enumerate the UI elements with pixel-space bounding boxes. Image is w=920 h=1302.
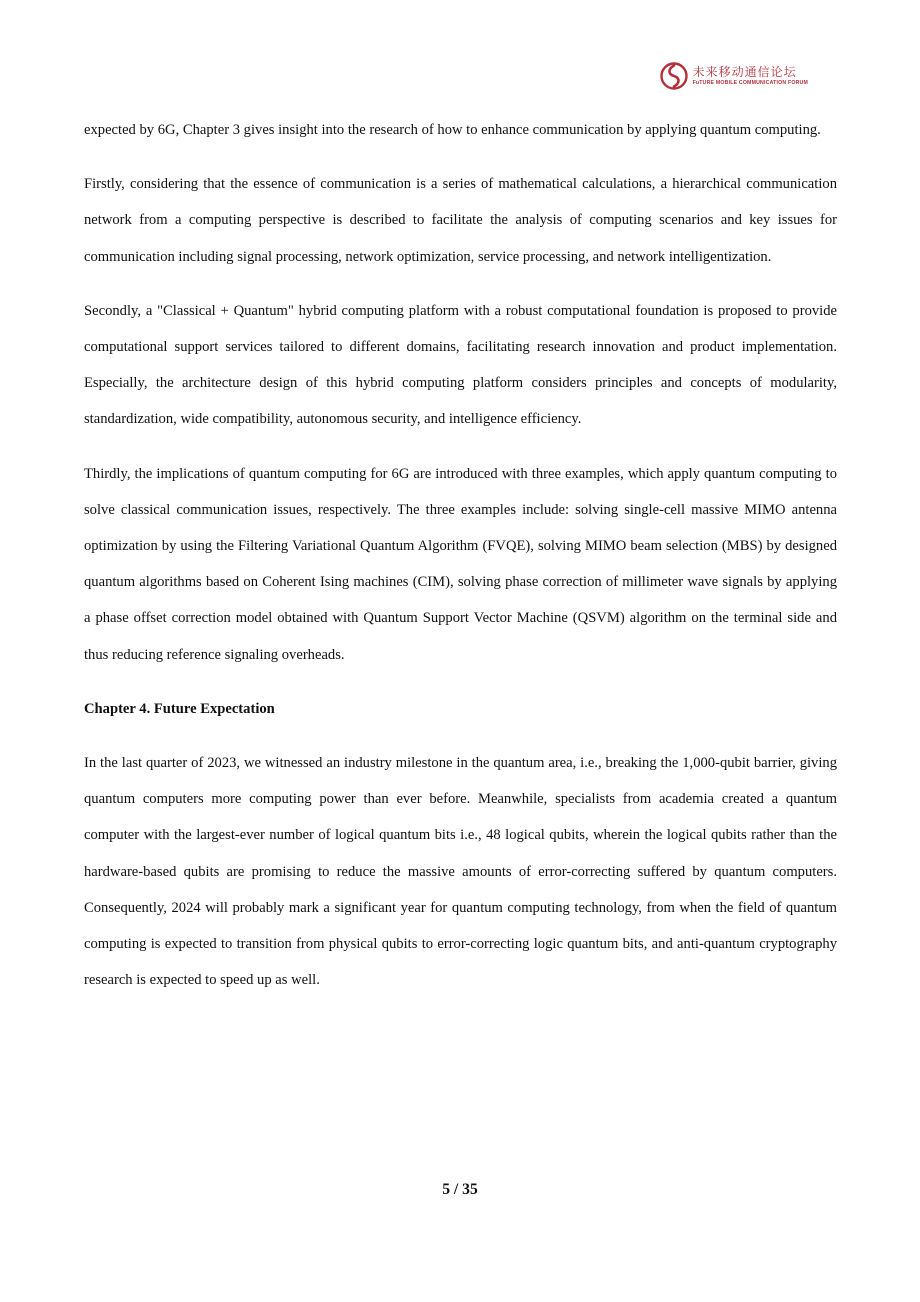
- paragraph-thirdly: Thirdly, the implications of quantum computing for 6G are introduced with three examples, which apply quantum computing to solve classical communication issues, respectively. The three examples include: solving single-cell massive MIMO antenna optimization by using the Filtering Variational Quantum Algorithm (FVQE), solving MIMO beam selection (MBS) by designed quantum algorithms based on Coherent Ising machines (CIM), solving phase correction of millimeter wave signals by applying a phase offset correction model obtained with Quantum Support Vector Machine (QSVM) algorithm on the terminal side and thus reducing reference signaling overheads.: [84, 465, 837, 663]
- paragraph-firstly: Firstly, considering that the essence of communication is a series of mathematical calculations, a hierarchical communication network from a computing perspective is described to facilitate the analysis of computing scenarios and key issues for communication including signal processing, network optimization, service processing, and network intelligentization.: [84, 176, 837, 265]
- spiral-logo-icon: [659, 61, 689, 91]
- paragraph-secondly: Secondly, a "Classical + Quantum" hybrid computing platform with a robust computational foundation is proposed to provide computational support services tailored to different domains, facilitating research innovation and product implementation. Especially, the architecture design of this hybrid computing platform considers principles and concepts of modularity, standardization, wide compatibility, autonomous security, and intelligence efficiency.: [84, 302, 837, 428]
- page-number: 5 / 35: [442, 1181, 478, 1198]
- document-body: [84, 112, 837, 1016]
- section-heading: Chapter 4. Future Expectation: [84, 700, 275, 717]
- logo-text: [693, 66, 808, 86]
- paragraph-chapter3-intro: expected by 6G, Chapter 3 gives insight into the research of how to enhance communication by applying quantum computing.: [84, 122, 821, 138]
- logo-chinese-name: 未来移动通信论坛: [692, 64, 797, 79]
- forum-logo: [659, 61, 808, 91]
- logo-english-name: FuTURE MOBILE COMMUNICATION FORUM: [692, 79, 808, 86]
- paragraph-future-expectation: In the last quarter of 2023, we witnessed an industry milestone in the quantum area, i.e., breaking the 1,000-qubit barrier, giving quantum computers more computing power than ever before. Meanwhile, specialists from academia created a quantum computer with the largest-ever number of logical quantum bits i.e., 48 logical qubits, wherein the logical qubits rather than the hardware-based qubits are promising to reduce the massive amounts of error-correcting suffered by quantum computers. Consequently, 2024 will probably mark a significant year for quantum computing technology, from when the field of quantum computing is expected to transition from physical qubits to error-correcting logic quantum bits, and anti-quantum cryptography research is expected to speed up as well.: [84, 755, 837, 989]
